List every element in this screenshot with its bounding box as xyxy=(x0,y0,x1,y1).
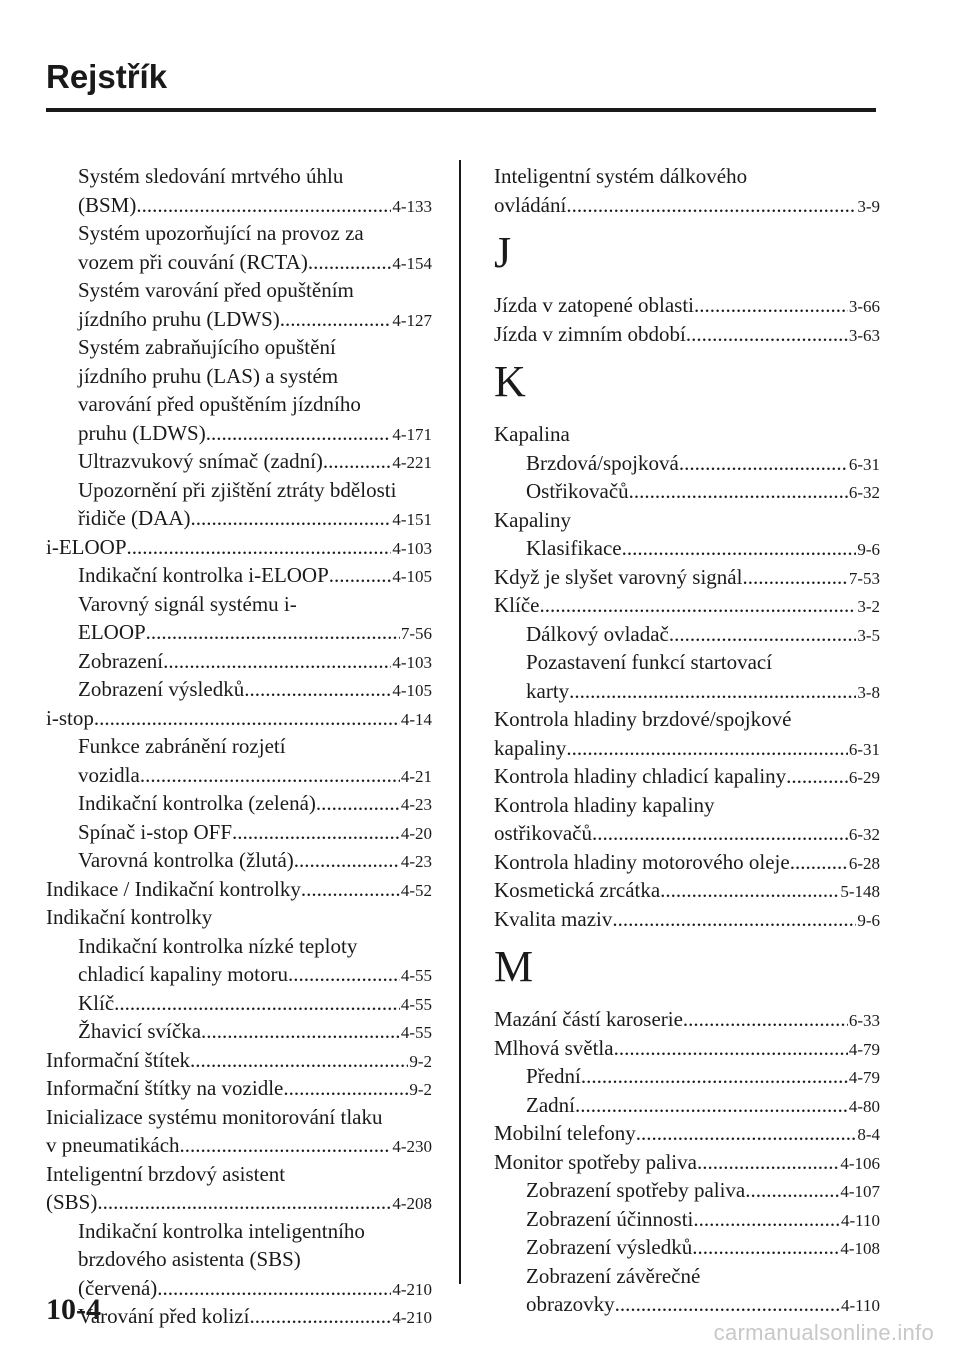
entry-text: Jízda v zimním období xyxy=(494,321,686,346)
entry-text: Spínač i-stop OFF xyxy=(78,819,233,844)
entry-text: Kapaliny xyxy=(494,507,571,532)
dot-leader xyxy=(622,534,857,563)
dot-leader xyxy=(280,305,392,334)
index-subentry xyxy=(46,504,432,533)
index-subentry xyxy=(494,1091,880,1120)
dot-leader xyxy=(669,620,856,649)
index-entry xyxy=(494,1034,880,1063)
dot-leader xyxy=(742,563,847,592)
entry-page-ref: 4-14 xyxy=(400,709,432,729)
dot-leader xyxy=(575,1091,848,1120)
index-entry xyxy=(494,705,880,734)
index-entry xyxy=(494,162,880,191)
entry-page-ref: 9-2 xyxy=(409,1080,432,1099)
dot-leader xyxy=(190,1046,408,1075)
entry-text: Varovná kontrolka (žlutá) xyxy=(78,848,294,872)
dot-leader xyxy=(592,819,848,848)
dot-leader xyxy=(697,1148,839,1177)
entry-page-ref: 6-29 xyxy=(848,768,880,787)
entry-page-ref: 4-103 xyxy=(392,538,432,558)
entry-text: Indikační kontrolka (zelená) xyxy=(78,791,316,815)
index-subentry xyxy=(46,1217,432,1246)
entry-page-ref: 6-33 xyxy=(848,1011,880,1030)
index-entry xyxy=(494,191,880,220)
dot-leader xyxy=(566,191,856,220)
dot-leader xyxy=(323,447,391,476)
dot-leader xyxy=(232,818,400,847)
dot-leader xyxy=(566,734,848,763)
entry-text: Funkce zabránění rozjetí xyxy=(78,734,286,758)
dot-leader xyxy=(539,591,856,620)
dot-leader xyxy=(693,1205,840,1234)
entry-text: (SBS) xyxy=(46,1190,98,1214)
dot-leader xyxy=(136,191,391,220)
page-title: Rejstřík xyxy=(46,58,168,95)
entry-text: Inicializace systému monitorování tlaku xyxy=(46,1104,383,1129)
entry-page-ref: 4-210 xyxy=(392,1279,432,1299)
index-subentry xyxy=(494,1176,880,1205)
index-entry xyxy=(46,1160,432,1189)
index-subentry xyxy=(46,419,432,448)
index-entry xyxy=(494,591,880,620)
entry-page-ref: 4-105 xyxy=(392,681,432,700)
entry-text: Klíč xyxy=(78,990,115,1015)
index-subentry xyxy=(494,477,880,506)
entry-text: jízdního pruhu (LAS) a systém xyxy=(78,363,339,388)
dot-leader xyxy=(114,989,400,1018)
dot-leader xyxy=(94,704,400,733)
index-entry xyxy=(46,875,432,904)
entry-text: Inteligentní brzdový asistent xyxy=(46,1161,286,1186)
entry-text: pruhu (LDWS) xyxy=(78,420,206,445)
dot-leader xyxy=(191,504,392,533)
entry-text: řidiče (DAA) xyxy=(78,506,191,530)
entry-text: i-ELOOP xyxy=(46,534,127,559)
index-subentry xyxy=(494,1205,880,1234)
entry-page-ref: 4-21 xyxy=(400,766,432,786)
index-subentry xyxy=(46,1274,432,1303)
entry-page-ref: 3-9 xyxy=(857,196,880,216)
index-subentry xyxy=(46,789,432,818)
entry-text: chladicí kapaliny motoru xyxy=(78,962,288,986)
entry-text: karty xyxy=(526,678,570,703)
entry-text: v pneumatikách xyxy=(46,1133,180,1157)
entry-text: Indikační kontrolka inteligentního xyxy=(78,1218,365,1243)
entry-text: brzdového asistenta (SBS) xyxy=(78,1247,301,1271)
entry-page-ref: 6-28 xyxy=(848,853,880,873)
entry-page-ref: 4-103 xyxy=(392,652,432,672)
entry-text: ostřikovačů xyxy=(494,821,592,845)
index-subentry xyxy=(46,761,432,790)
index-entry xyxy=(494,291,880,320)
entry-text: Pozastavení funkcí startovací xyxy=(526,650,773,674)
column-divider xyxy=(459,160,461,1284)
dot-leader xyxy=(316,789,400,818)
entry-text: Zobrazení výsledků xyxy=(78,677,245,701)
index-entry xyxy=(46,704,432,733)
entry-page-ref: 4-107 xyxy=(840,1182,880,1201)
index-entry xyxy=(46,1074,432,1103)
entry-text: Kvalita maziv xyxy=(494,906,613,931)
watermark-text: carmanualsonline.info xyxy=(713,1320,934,1345)
entry-text: Zobrazení účinnosti xyxy=(526,1206,694,1231)
index-subentry xyxy=(46,276,432,305)
entry-text: Mlhová světla xyxy=(494,1035,614,1060)
index-subentry xyxy=(46,960,432,989)
page-number: 10-4 xyxy=(46,1293,101,1326)
entry-page-ref: 4-230 xyxy=(392,1137,432,1156)
entry-text: Kontrola hladiny motorového oleje xyxy=(494,849,790,874)
index-subentry xyxy=(46,561,432,590)
entry-text: vozidla xyxy=(78,762,140,787)
entry-text: Inteligentní systém dálkového xyxy=(494,164,748,188)
entry-page-ref: 9-6 xyxy=(857,910,880,930)
entry-text: varování před opuštěním jízdního xyxy=(78,392,361,416)
index-subentry xyxy=(46,191,432,220)
dot-leader xyxy=(745,1176,839,1205)
dot-leader xyxy=(679,449,848,478)
dot-leader xyxy=(612,905,856,934)
dot-leader xyxy=(786,762,848,791)
entry-page-ref: 4-52 xyxy=(400,880,432,900)
entry-text: i-stop xyxy=(46,705,94,730)
index-subentry xyxy=(46,476,432,505)
entry-page-ref: 4-221 xyxy=(392,453,432,472)
index-subentry xyxy=(46,932,432,961)
index-subentry xyxy=(46,675,432,704)
entry-text: Zobrazení výsledků xyxy=(526,1235,693,1259)
index-subentry xyxy=(46,447,432,476)
entry-text: Indikační kontrolky xyxy=(46,905,213,929)
entry-text: Informační štítky na vozidle xyxy=(46,1076,284,1100)
index-subentry xyxy=(494,1290,880,1319)
entry-page-ref: 4-210 xyxy=(392,1308,432,1327)
entry-text: Zadní xyxy=(526,1092,575,1117)
entry-text: Klíče xyxy=(494,593,540,617)
dot-leader xyxy=(308,248,391,277)
entry-text: Ostřikovačů xyxy=(526,479,629,503)
dot-leader xyxy=(288,960,400,989)
entry-text: Kontrola hladiny brzdové/spojkové xyxy=(494,707,792,731)
entry-text: Monitor spotřeby paliva xyxy=(494,1149,697,1174)
entry-text: ovládání xyxy=(494,192,567,217)
dot-leader xyxy=(615,1290,840,1319)
entry-page-ref: 4-55 xyxy=(400,994,432,1014)
index-subentry xyxy=(46,647,432,676)
dot-leader xyxy=(249,1302,391,1331)
section-letter: J xyxy=(494,228,512,277)
entry-text: Systém sledování mrtvého úhlu xyxy=(78,164,344,188)
index-subentry xyxy=(494,534,880,563)
entry-page-ref: 4-133 xyxy=(392,196,432,216)
section-letter: M xyxy=(494,942,534,991)
index-entry xyxy=(494,563,880,592)
entry-page-ref: 4-127 xyxy=(392,310,432,330)
index-entry xyxy=(494,734,880,763)
entry-text: Kontrola hladiny chladicí kapaliny xyxy=(494,764,787,788)
entry-page-ref: 4-171 xyxy=(392,424,432,444)
index-entry xyxy=(494,762,880,791)
entry-text: (červená) xyxy=(78,1275,158,1300)
dot-leader xyxy=(629,477,848,506)
entry-text: Informační štítek xyxy=(46,1047,191,1072)
entry-page-ref: 9-2 xyxy=(409,1051,432,1071)
index-entry xyxy=(494,320,880,349)
dot-leader xyxy=(283,1074,408,1103)
index-subentry xyxy=(46,1017,432,1046)
dot-leader xyxy=(683,1005,848,1034)
entry-text: Varovný signál systému i- xyxy=(78,591,297,616)
entry-text: Systém upozorňující na provoz za xyxy=(78,221,364,245)
entry-text: Zobrazení spotřeby paliva xyxy=(526,1178,746,1202)
entry-page-ref: 6-32 xyxy=(848,483,880,502)
entry-page-ref: 6-32 xyxy=(848,825,880,844)
entry-text: Kontrola hladiny kapaliny xyxy=(494,792,715,817)
index-subentry xyxy=(494,677,880,706)
index-subentry xyxy=(46,305,432,334)
dot-leader xyxy=(301,875,400,904)
index-entry xyxy=(46,1046,432,1075)
entry-page-ref: 4-151 xyxy=(392,510,432,529)
index-entry xyxy=(494,1119,880,1148)
index-subentry xyxy=(46,989,432,1018)
entry-page-ref: 4-110 xyxy=(840,1296,880,1315)
entry-page-ref: 3-66 xyxy=(848,297,880,316)
dot-leader xyxy=(581,1062,848,1091)
entry-page-ref: 3-8 xyxy=(857,682,880,702)
entry-text: kapaliny xyxy=(494,735,567,760)
index-entry xyxy=(46,533,432,562)
dot-leader xyxy=(146,618,400,647)
entry-page-ref: 4-23 xyxy=(400,852,432,871)
entry-page-ref: 4-79 xyxy=(848,1068,880,1087)
dot-leader xyxy=(201,1017,400,1046)
index-subentry xyxy=(46,618,432,647)
index-subentry xyxy=(46,333,432,362)
index-entry xyxy=(46,1131,432,1160)
entry-page-ref: 4-106 xyxy=(840,1153,880,1173)
entry-text: Přední xyxy=(526,1064,581,1088)
entry-page-ref: 3-2 xyxy=(857,597,880,616)
index-entry xyxy=(494,420,880,449)
index-subentry xyxy=(494,648,880,677)
index-subentry xyxy=(46,1302,432,1331)
entry-page-ref: 7-56 xyxy=(400,624,432,643)
index-subentry xyxy=(46,219,432,248)
entry-text: Když je slyšet varovný signál xyxy=(494,564,743,589)
entry-text: Kosmetická zrcátka xyxy=(494,878,661,902)
entry-text: vozem při couvání (RCTA) xyxy=(78,249,308,274)
entry-text: Brzdová/spojková xyxy=(526,450,679,475)
index-entry xyxy=(494,819,880,848)
entry-text: Dálkový ovladač xyxy=(526,621,669,646)
entry-page-ref: 4-79 xyxy=(848,1039,880,1059)
dot-leader xyxy=(244,675,391,704)
entry-page-ref: 3-5 xyxy=(857,625,880,645)
entry-page-ref: 4-20 xyxy=(400,823,432,843)
index-entry xyxy=(494,848,880,877)
dot-leader xyxy=(686,320,848,349)
index-entry xyxy=(494,876,880,905)
index-subentry xyxy=(46,590,432,619)
entry-text: Indikační kontrolka i-ELOOP xyxy=(78,563,329,587)
dot-leader xyxy=(294,846,400,875)
entry-page-ref: 9-6 xyxy=(857,540,880,559)
dot-leader xyxy=(163,647,391,676)
entry-text: Ultrazvukový snímač (zadní) xyxy=(78,449,323,473)
index-subentry xyxy=(494,449,880,478)
entry-text: jízdního pruhu (LDWS) xyxy=(78,306,280,331)
entry-page-ref: 7-53 xyxy=(848,568,880,588)
index-entry xyxy=(494,905,880,934)
entry-text: Zobrazení xyxy=(78,648,164,673)
entry-page-ref: 8-4 xyxy=(857,1125,880,1144)
entry-page-ref: 4-55 xyxy=(400,1023,432,1042)
entry-text: Indikační kontrolka nízké teploty xyxy=(78,933,358,958)
entry-page-ref: 4-80 xyxy=(848,1096,880,1116)
entry-page-ref: 3-63 xyxy=(848,325,880,345)
entry-text: Systém zabraňujícího opuštění xyxy=(78,335,336,359)
index-subentry xyxy=(494,1062,880,1091)
entry-page-ref: 5-148 xyxy=(840,882,880,901)
dot-leader xyxy=(206,419,392,448)
entry-page-ref: 4-23 xyxy=(400,795,432,814)
index-subentry xyxy=(46,162,432,191)
entry-page-ref: 4-154 xyxy=(392,253,432,273)
dot-leader xyxy=(790,848,848,877)
section-letter: K xyxy=(494,357,526,406)
entry-text: Mobilní telefony xyxy=(494,1121,636,1145)
dot-leader xyxy=(157,1274,391,1303)
entry-page-ref: 6-31 xyxy=(848,739,880,759)
dot-leader xyxy=(180,1131,392,1160)
entry-text: Zobrazení závěrečné xyxy=(526,1263,701,1288)
entry-text: Klasifikace xyxy=(526,536,622,560)
entry-text: Mazání částí karoserie xyxy=(494,1007,683,1031)
entry-page-ref: 6-31 xyxy=(848,454,880,474)
index-subentry xyxy=(494,620,880,649)
index-entry xyxy=(494,1148,880,1177)
entry-text: ELOOP xyxy=(78,620,146,644)
entry-page-ref: 4-208 xyxy=(392,1194,432,1213)
entry-text: (BSM) xyxy=(78,192,137,217)
index-entry xyxy=(494,1005,880,1034)
index-entry xyxy=(46,1103,432,1132)
entry-page-ref: 4-105 xyxy=(392,567,432,586)
entry-text: Varování před kolizí xyxy=(78,1304,250,1328)
entry-page-ref: 4-108 xyxy=(840,1239,880,1258)
index-column-right xyxy=(494,162,880,1319)
dot-leader xyxy=(614,1034,848,1063)
dot-leader xyxy=(694,291,848,320)
index-entry xyxy=(46,903,432,932)
entry-text: Systém varování před opuštěním xyxy=(78,278,354,302)
dot-leader xyxy=(140,761,400,790)
entry-text: Upozornění při zjištění ztráty bdělosti xyxy=(78,477,397,502)
entry-text: Jízda v zatopené oblasti xyxy=(494,293,695,317)
index-subentry xyxy=(46,248,432,277)
index-subentry xyxy=(494,1262,880,1291)
entry-text: Indikace / Indikační kontrolky xyxy=(46,876,301,901)
index-entry xyxy=(494,791,880,820)
dot-leader xyxy=(569,677,856,706)
index-column-left xyxy=(46,162,432,1331)
entry-text: obrazovky xyxy=(526,1292,615,1316)
dot-leader xyxy=(660,876,839,905)
entry-page-ref: 4-110 xyxy=(840,1210,880,1230)
index-entry xyxy=(494,506,880,535)
index-subentry xyxy=(46,362,432,391)
index-subentry xyxy=(46,732,432,761)
index-subentry xyxy=(46,390,432,419)
header-rule xyxy=(46,108,876,112)
index-subentry xyxy=(46,846,432,875)
dot-leader xyxy=(692,1233,839,1262)
index-entry xyxy=(46,1188,432,1217)
dot-leader xyxy=(127,533,392,562)
dot-leader xyxy=(329,561,392,590)
entry-page-ref: 4-55 xyxy=(400,966,432,985)
index-subentry xyxy=(494,1233,880,1262)
entry-text: Kapalina xyxy=(494,422,570,446)
index-subentry xyxy=(46,1245,432,1274)
dot-leader xyxy=(636,1119,857,1148)
index-subentry xyxy=(46,818,432,847)
entry-text: Žhavicí svíčka xyxy=(78,1019,202,1043)
dot-leader xyxy=(97,1188,391,1217)
